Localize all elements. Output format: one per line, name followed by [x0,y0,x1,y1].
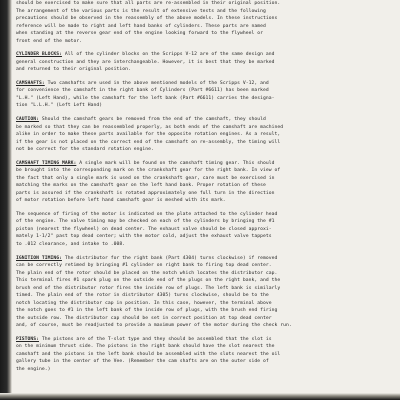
text-line: This terminal fires #1 spark plug on the outside end of the plugs on the right bank, and the [16,278,281,284]
text-line [16,336,390,344]
text-line: piston (nearest the flywheel) on dead center. The exhaust valve should be closed approxi- [16,226,272,232]
text-line [16,80,390,88]
text-line: parts is assured if the crankshaft is rotated approximately one full turn in the direction [16,190,275,196]
section-heading: CAUTION: [16,117,39,123]
paragraph-intro [16,0,390,45]
text-line: of motor rotation before left hand camshaft gear is meshed with its mark. [16,198,226,204]
text-line [16,255,390,263]
section-heading: PISTONS: [16,336,39,342]
text-line [16,51,390,59]
text-line: tion "L.L.H." (Left Left Hand) [16,103,103,109]
text-line: and returned to their original position. [16,67,131,73]
scan-edge-left [0,0,12,400]
text-line: for convenience the camshaft in the right bank of Cylinders (Part #6611) has been marked [16,88,269,94]
text-line-body: The pistons are of the T-slot type and they should be assembled that the slot is [41,336,272,342]
paragraph-camshaft-timing-mark [16,160,390,205]
text-line: can be correctly retimed by bringing #1 cylinder on right bank to firing top dead center. [16,263,272,269]
paragraph-caution [16,116,390,154]
text-line-body: All of the cylinder blocks on the Scripps V-12 are of the same design and [64,52,275,58]
section-heading: CAMSHAFT TIMING MARK: [16,160,77,166]
text-line: timed. The plain end of the rotor in distributor 4305) turns clockwise, should be to the [16,293,269,299]
text-line: the outside row. The distributor cap should be set in correct position at top dead center [16,315,272,321]
text-line: general construction and they are interchangeable. However, it is best that they be marked [16,59,275,65]
text-line: matching the marks on the camshaft gear on the left hand bank. Proper rotation of these [16,183,266,189]
text-line: camshaft and the pistons in the left bank should be assembled with the slots nearest the oil [16,351,281,357]
paragraph-camshafts [16,80,390,110]
text-line: The arrangement of the various parts is the result of extensive tests and the following [16,8,266,14]
text-line: be brought into the corresponding mark on the crankshaft gear for the right bank. In view of [16,168,281,174]
text-line [16,116,390,124]
text-line: on the minimum thrust side. The pistons in the right bank should have the slot nearest the [16,344,275,350]
section-heading: CYLINDER BLOCKS: [16,52,62,58]
text-line: if the gear is not placed on the correct end of the camshaft on re-assembly, the timing will [16,139,281,145]
text-line-body: Should the camshaft gears be removed from the end of the camshaft, they should [41,117,266,123]
text-line: should be exercised to make sure that all parts are re-assembled in their original position. [16,1,281,6]
text-line: the engine.) [16,366,51,372]
text-line: front end of the motor. [16,38,83,44]
text-line: The sequence of firing of the motor is indicated on the plate attached to the cylinder head [16,211,278,217]
text-line-body: The distributor for the right bank (Part 4304) turns clockwise) if removed [64,255,278,261]
text-line: gallery tube in the center of the Vee. (Remember the cam shafts are on the outer side of [16,359,269,365]
paragraph-pistons [16,336,390,374]
text-line: The plain end of the rotor should be placed on the notch which locates the distributor cap. [16,270,278,276]
paragraph-cylinder-blocks [16,51,390,74]
text-line-body: A single mark will be found on the camshaft timing gear. This should [79,160,275,166]
paragraph-firing-sequence [16,211,390,249]
paragraph-ignition-timing [16,255,390,330]
section-heading: IGNITION TIMING: [16,255,62,261]
section-heading: CAMSHAFTS: [16,80,45,86]
text-line: be marked so that they can be reassembled properly, as both ends of the camshaft are machined [16,124,284,130]
text-line: notch locating the distributor cap in position. In this case, however, the terminal above [16,300,272,306]
text-line: mately 1-1/2" past top dead center; with the motor cold, adjust the exhaust valve tappets [16,234,272,240]
document-body [16,0,390,380]
scan-edge-bottom [0,393,400,400]
text-line: "L.H." (Left Hand), while the camshaft for the left bank (Part #6611) carries the designa- [16,95,275,101]
text-line: precautions should be observed in the reassembly of the above models. In these instructions [16,16,278,21]
text-line-body: Two camshafts are used in the above mentioned models of the Scripps V-12, and [47,80,269,86]
text-line: when standing at the reverse gear end of the engine looking forward to the flywheel or [16,31,264,36]
text-line: brush end of the distributor rotor fires the inside row of plugs. The left bank is similarly [16,285,281,291]
text-line [16,160,390,168]
text-line: reference will be made to right and left hand banks of cylinders. These parts are named [16,23,266,29]
text-line: the notch goes to #1 in the left bank of the inside row of plugs, with the brush end firing [16,308,278,314]
text-line: the fact that only a single mark is used on the crankshaft gear, care must be exercised in [16,175,275,181]
text-line: not be correct for the standard rotation engine. [16,147,154,153]
text-line: and, of course, must be readjusted to provide a maximum power of the motor during the check run. [16,323,292,329]
text-line: of the engine. The valve timing may be checked on each of the cylinders by bringing the #1 [16,219,275,225]
text-line: alike in order to make these parts available for the opposite rotation engines. As a result, [16,132,281,138]
text-line: to .012 clearance, and intake to .008. [16,241,126,247]
